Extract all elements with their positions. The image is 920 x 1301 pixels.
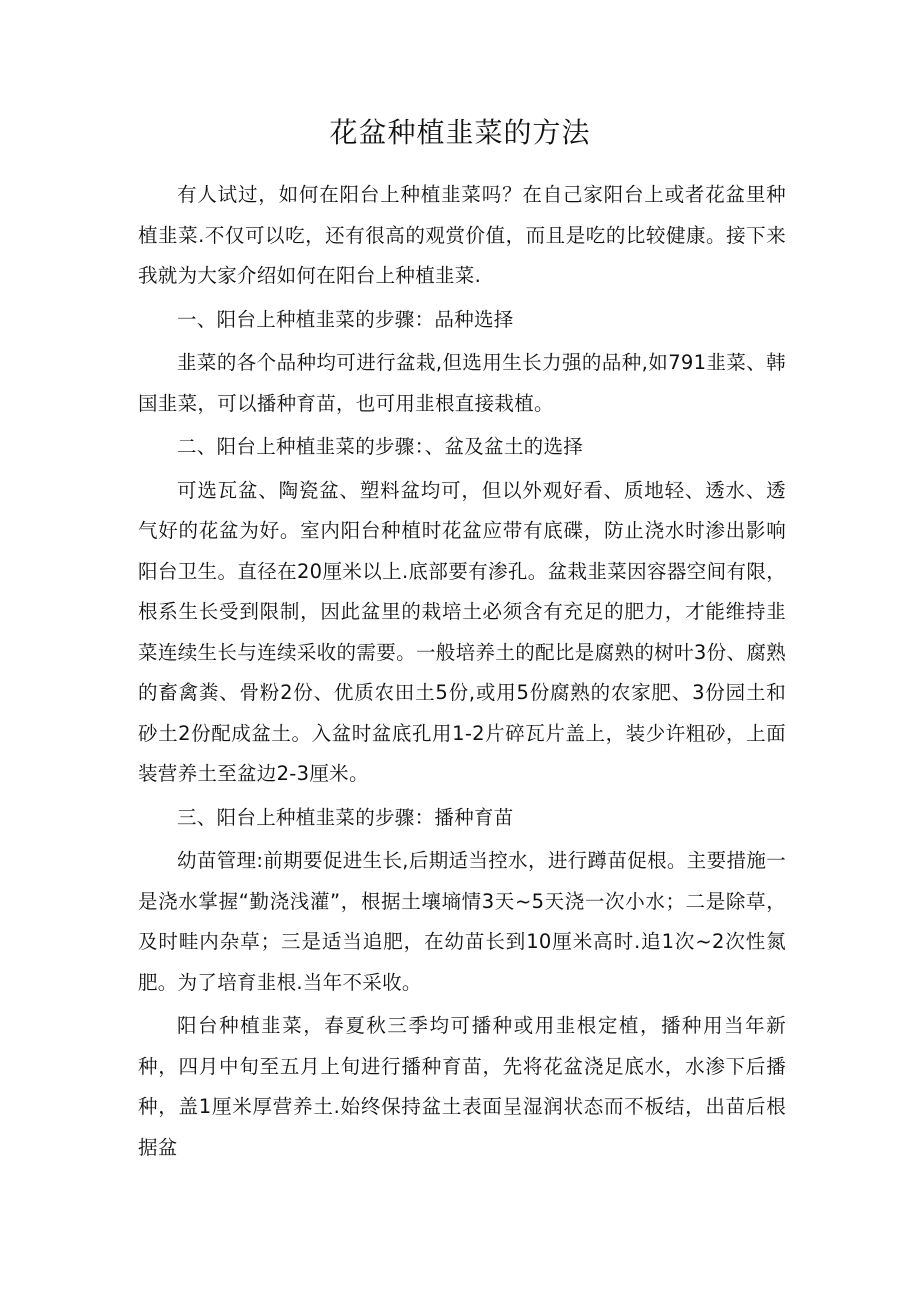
paragraph-pot-soil: 可选瓦盆、陶瓷盆、塑料盆均可，但以外观好看、质地轻、透水、透气好的花盆为好。室内阳台种植时花盆应带有底碟，防止浇水时渗出影响阳台卫生。直径在20厘米以上.底部要有渗孔。盆栽韭菜因容器空间有限，根系生长受到限制，因此盆里的栽培土必须含有充足的肥力，才能维持韭菜连续生长与连续采收的需要。一般培养土的配比是腐熟的树叶3份、腐熟的畜禽粪、骨粉2份、优质农田土5份,或用5份腐熟的农家肥、3份园土和砂土2份配成盆土。入盆时盆底孔用1-2片碎瓦片盖上，装少许粗砂，上面装营养土至盆边2-3厘米。 (138, 478, 786, 785)
section-heading-2: 二、阳台上种植韭菜的步骤：、盆及盆土的选择 (177, 435, 584, 458)
paragraph-intro: 有人试过，如何在阳台上种植韭菜吗？在自己家阳台上或者花盆里种植韭菜.不仅可以吃，还有很高的观赏价值，而且是吃的比较健康。接下来我就为大家介绍如何在阳台上种植韭菜. (138, 183, 786, 287)
document-body (138, 175, 786, 1168)
section-heading-1: 一、阳台上种植韭菜的步骤：品种选择 (177, 307, 514, 331)
paragraph-sowing: 阳台种植韭菜，春夏秋三季均可播种或用韭根定植，播种用当年新种，四月中旬至五月上旬进行播种育苗，先将花盆浇足底水，水渗下后播种，盖1厘米厚营养土.始终保持盆土表面呈湿润状态而不板结，出苗后根据盆 (138, 1014, 786, 1159)
section-heading-3: 三、阳台上种植韭菜的步骤：播种育苗 (177, 805, 514, 829)
paragraph-variety: 韭菜的各个品种均可进行盆栽,但选用生长力强的品种,如791韭菜、韩国韭菜，可以播种育苗，也可用韭根直接栽植。 (138, 351, 786, 415)
paragraph-seedling-care: 幼苗管理:前期要促进生长,后期适当控水，进行蹲苗促根。主要措施一是浇水掌握“勤浇浅灌”，根据土壤墒情3天~5天浇一次小水；二是除草，及时畦内杂草；三是适当追肥，在幼苗长到10厘米高时.追1次~2次性氮肥。为了培育韭根.当年不采收。 (138, 849, 786, 994)
document-title: 花盆种植韭菜的方法 (329, 116, 591, 149)
